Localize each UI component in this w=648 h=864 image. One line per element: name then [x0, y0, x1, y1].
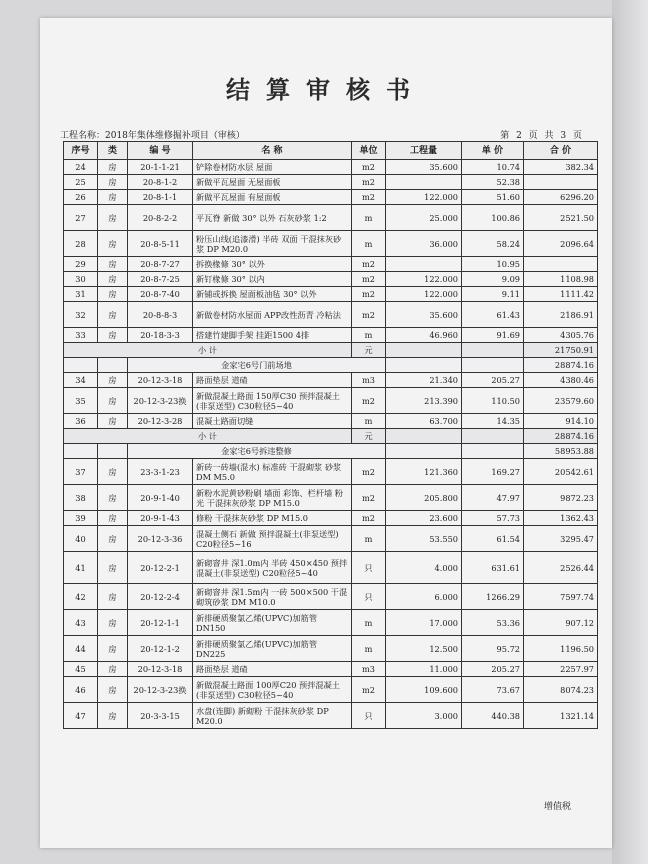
- row-quantity: 3.000: [386, 703, 462, 729]
- row-category: 房: [98, 160, 128, 175]
- subtotal-total: 21750.91: [524, 343, 598, 358]
- row-name: 混凝土路面切缝: [193, 414, 352, 429]
- project-name: 工程名称：2018年集体维修掘补项目（审核）: [60, 131, 245, 141]
- footer-note: 增值税: [544, 802, 572, 812]
- row-no: 35: [64, 388, 98, 414]
- section-row: [64, 358, 598, 373]
- row-no: 39: [64, 511, 98, 526]
- row-no: 41: [64, 552, 98, 584]
- row-unit-price: 110.50: [462, 388, 524, 414]
- row-code: 20-8-7-40: [128, 287, 193, 302]
- row-code: 23-3-1-23: [128, 459, 193, 485]
- row-category: 房: [98, 610, 128, 636]
- row-unit: 只: [352, 552, 386, 584]
- row-code: 20-9-1-43: [128, 511, 193, 526]
- row-code: 20-8-7-25: [128, 272, 193, 287]
- row-quantity: 35.600: [386, 160, 462, 175]
- row-quantity: 121.360: [386, 459, 462, 485]
- subtotal-row: [64, 343, 598, 358]
- row-name: 铲除卷材防水层 屋面: [193, 160, 352, 175]
- row-total: [524, 257, 598, 272]
- row-name: 新排硬质聚氯乙烯(UPVC)加筋管 DN150: [193, 610, 352, 636]
- table-row: [64, 459, 598, 485]
- row-name: 新钉椽條 30° 以内: [193, 272, 352, 287]
- row-code: 20-12-3-36: [128, 526, 193, 552]
- row-unit: m: [352, 231, 386, 257]
- subtotal-unit: 元: [352, 429, 386, 444]
- row-no: 36: [64, 414, 98, 429]
- table-row: [64, 388, 598, 414]
- row-category: 房: [98, 636, 128, 662]
- row-code: 20-8-7-27: [128, 257, 193, 272]
- row-name: 拆换椽條 30° 以外: [193, 257, 352, 272]
- table-row: [64, 175, 598, 190]
- row-unit: m3: [352, 662, 386, 677]
- row-unit-price: 57.73: [462, 511, 524, 526]
- row-unit: m2: [352, 459, 386, 485]
- subtotal-empty-qty: [386, 343, 462, 358]
- section-empty-cat: [98, 358, 128, 373]
- table-row: [64, 677, 598, 703]
- row-no: 25: [64, 175, 98, 190]
- section-empty-qty: [386, 444, 462, 459]
- row-code: 20-8-1-2: [128, 175, 193, 190]
- row-unit-price: 100.86: [462, 205, 524, 231]
- row-code: 20-9-1-40: [128, 485, 193, 511]
- row-name: 新做平瓦屋面 有屋面板: [193, 190, 352, 205]
- row-code: 20-12-3-23换: [128, 677, 193, 703]
- row-unit: 只: [352, 703, 386, 729]
- row-unit: m2: [352, 287, 386, 302]
- row-quantity: 213.390: [386, 388, 462, 414]
- row-total: 1196.50: [524, 636, 598, 662]
- section-empty-price: [462, 358, 524, 373]
- row-quantity: 23.600: [386, 511, 462, 526]
- row-unit-price: 9.09: [462, 272, 524, 287]
- row-no: 27: [64, 205, 98, 231]
- row-quantity: 53.550: [386, 526, 462, 552]
- row-quantity: 109.600: [386, 677, 462, 703]
- row-no: 37: [64, 459, 98, 485]
- col-header-no: 序号: [64, 142, 98, 160]
- row-no: 47: [64, 703, 98, 729]
- row-no: 24: [64, 160, 98, 175]
- row-category: 房: [98, 257, 128, 272]
- row-unit: m2: [352, 160, 386, 175]
- subtotal-label: 小 计: [64, 343, 352, 358]
- row-total: 4305.76: [524, 328, 598, 343]
- section-empty-cat: [98, 444, 128, 459]
- row-category: 房: [98, 231, 128, 257]
- row-category: 房: [98, 373, 128, 388]
- row-quantity: 35.600: [386, 302, 462, 328]
- row-quantity: 205.800: [386, 485, 462, 511]
- row-name: 新做卷材防水屋面 APP改性沥青 冷粘法: [193, 302, 352, 328]
- row-name: 新做混凝土路面 100厚C20 预拌混凝土(非泵送型) C30粒径5~40: [193, 677, 352, 703]
- row-total: 6296.20: [524, 190, 598, 205]
- row-no: 28: [64, 231, 98, 257]
- row-no: 40: [64, 526, 98, 552]
- row-unit-price: 440.38: [462, 703, 524, 729]
- row-unit-price: 10.74: [462, 160, 524, 175]
- row-name: 粉压山线(追漆滑) 半砖 双面 干混抹灰砂浆 DP M20.0: [193, 231, 352, 257]
- section-title: 金家宅6号门前场地: [128, 358, 386, 373]
- row-unit-price: 73.67: [462, 677, 524, 703]
- subtotal-label: 小 计: [64, 429, 352, 444]
- table-row: [64, 328, 598, 343]
- row-category: 房: [98, 552, 128, 584]
- row-no: 32: [64, 302, 98, 328]
- table-row: [64, 373, 598, 388]
- row-no: 38: [64, 485, 98, 511]
- row-unit: 只: [352, 584, 386, 610]
- settlement-table: [63, 141, 598, 729]
- row-code: 20-12-1-1: [128, 610, 193, 636]
- table-row: [64, 584, 598, 610]
- row-unit-price: 631.61: [462, 552, 524, 584]
- row-quantity: 63.700: [386, 414, 462, 429]
- row-unit: m2: [352, 272, 386, 287]
- table-row: [64, 414, 598, 429]
- row-quantity: 122.000: [386, 287, 462, 302]
- row-no: 44: [64, 636, 98, 662]
- row-category: 房: [98, 414, 128, 429]
- table-row: [64, 205, 598, 231]
- row-category: 房: [98, 703, 128, 729]
- row-total: 1108.98: [524, 272, 598, 287]
- row-unit: m2: [352, 257, 386, 272]
- row-code: 20-12-2-1: [128, 552, 193, 584]
- row-code: 20-12-1-2: [128, 636, 193, 662]
- row-total: 2096.64: [524, 231, 598, 257]
- row-category: 房: [98, 388, 128, 414]
- row-unit: m: [352, 526, 386, 552]
- table-row: [64, 190, 598, 205]
- row-total: 23579.60: [524, 388, 598, 414]
- row-category: 房: [98, 302, 128, 328]
- row-name: 新做混凝土路面 150厚C30 预拌混凝土(非泵送型) C30粒径5~40: [193, 388, 352, 414]
- col-header-quantity: 工程量: [386, 142, 462, 160]
- row-quantity: 4.000: [386, 552, 462, 584]
- row-unit: m2: [352, 302, 386, 328]
- row-unit-price: 53.36: [462, 610, 524, 636]
- table-row: [64, 287, 598, 302]
- row-quantity: 122.000: [386, 190, 462, 205]
- row-quantity: 36.000: [386, 231, 462, 257]
- section-row: [64, 444, 598, 459]
- page-info: 第 2 页 共 3 页: [500, 131, 582, 141]
- row-unit: m2: [352, 485, 386, 511]
- row-quantity: 21.340: [386, 373, 462, 388]
- subtotal-empty-qty: [386, 429, 462, 444]
- row-category: 房: [98, 526, 128, 552]
- row-category: 房: [98, 287, 128, 302]
- row-total: 20542.61: [524, 459, 598, 485]
- row-category: 房: [98, 677, 128, 703]
- page-shadow: [612, 0, 648, 864]
- document-page: [40, 18, 612, 848]
- row-quantity: 12.500: [386, 636, 462, 662]
- row-quantity: [386, 175, 462, 190]
- row-category: 房: [98, 662, 128, 677]
- row-total: 7597.74: [524, 584, 598, 610]
- table-row: [64, 485, 598, 511]
- row-quantity: [386, 257, 462, 272]
- row-category: 房: [98, 459, 128, 485]
- row-code: 20-12-3-28: [128, 414, 193, 429]
- table-row: [64, 526, 598, 552]
- row-category: 房: [98, 328, 128, 343]
- section-empty-price: [462, 444, 524, 459]
- document-title: 结算审核书: [226, 75, 426, 104]
- row-name: 水盘(连脚) 新砌粉 干混抹灰砂浆 DP M20.0: [193, 703, 352, 729]
- row-total: 1362.43: [524, 511, 598, 526]
- col-header-code: 编 号: [128, 142, 193, 160]
- subtotal-empty-price: [462, 429, 524, 444]
- row-quantity: 122.000: [386, 272, 462, 287]
- row-no: 46: [64, 677, 98, 703]
- section-empty-qty: [386, 358, 462, 373]
- row-name: 新砌窨井 深1.0m内 半砖 450×450 预拌混凝土(非泵送型) C20粒径5~40: [193, 552, 352, 584]
- table-row: [64, 703, 598, 729]
- col-header-category: 类: [98, 142, 128, 160]
- row-name: 新做平瓦屋面 无屋面板: [193, 175, 352, 190]
- section-total: 58953.88: [524, 444, 598, 459]
- row-total: 3295.47: [524, 526, 598, 552]
- row-code: 20-8-8-3: [128, 302, 193, 328]
- row-name: 路面垫层 道碴: [193, 373, 352, 388]
- table-row: [64, 662, 598, 677]
- table-row: [64, 231, 598, 257]
- row-name: 新排硬质聚氯乙烯(UPVC)加筋管 DN225: [193, 636, 352, 662]
- section-empty-no: [64, 444, 98, 459]
- row-unit: m: [352, 610, 386, 636]
- row-unit-price: 10.95: [462, 257, 524, 272]
- row-code: 20-12-3-18: [128, 662, 193, 677]
- row-total: 907.12: [524, 610, 598, 636]
- row-no: 30: [64, 272, 98, 287]
- row-total: 2257.97: [524, 662, 598, 677]
- row-unit-price: 169.27: [462, 459, 524, 485]
- row-quantity: 25.000: [386, 205, 462, 231]
- row-total: 4380.46: [524, 373, 598, 388]
- row-quantity: 11.000: [386, 662, 462, 677]
- section-empty-no: [64, 358, 98, 373]
- row-category: 房: [98, 272, 128, 287]
- row-code: 20-8-2-2: [128, 205, 193, 231]
- row-quantity: 17.000: [386, 610, 462, 636]
- row-unit-price: 91.69: [462, 328, 524, 343]
- row-name: 路面垫层 道碴: [193, 662, 352, 677]
- subtotal-empty-price: [462, 343, 524, 358]
- row-unit-price: 205.27: [462, 662, 524, 677]
- row-name: 新粉水泥黄砂粉刷 墙面 彩饰、栏杆墙 粉光 干混抹灰砂浆 DP M15.0: [193, 485, 352, 511]
- row-unit-price: 95.72: [462, 636, 524, 662]
- row-quantity: 46.960: [386, 328, 462, 343]
- row-total: 2521.50: [524, 205, 598, 231]
- col-header-unit: 单位: [352, 142, 386, 160]
- row-no: 29: [64, 257, 98, 272]
- row-code: 20-18-3-3: [128, 328, 193, 343]
- row-code: 20-8-5-11: [128, 231, 193, 257]
- row-name: 修粉 干混抹灰砂浆 DP M15.0: [193, 511, 352, 526]
- row-name: 新砖一砖墙(混水) 标准砖 干混砌浆 砂浆 DM M5.0: [193, 459, 352, 485]
- table-row: [64, 257, 598, 272]
- row-category: 房: [98, 190, 128, 205]
- row-total: 8074.23: [524, 677, 598, 703]
- row-unit: m: [352, 328, 386, 343]
- row-no: 43: [64, 610, 98, 636]
- row-code: 20-1-1-21: [128, 160, 193, 175]
- row-unit: m2: [352, 190, 386, 205]
- settlement-table-wrap: [63, 141, 597, 729]
- row-name: 新砌窨井 深1.5m内 一砖 500×500 干混砌筑砂浆 DM M10.0: [193, 584, 352, 610]
- row-code: 20-3-3-15: [128, 703, 193, 729]
- row-unit-price: 61.54: [462, 526, 524, 552]
- section-title: 金家宅6号拆违整修: [128, 444, 386, 459]
- row-unit: m2: [352, 388, 386, 414]
- row-unit-price: 47.97: [462, 485, 524, 511]
- row-name: 混凝土侧石 新做 预拌混凝土(非泵送型) C20粒径5~16: [193, 526, 352, 552]
- row-no: 26: [64, 190, 98, 205]
- table-row: [64, 302, 598, 328]
- row-unit-price: 58.24: [462, 231, 524, 257]
- row-category: 房: [98, 511, 128, 526]
- row-category: 房: [98, 205, 128, 231]
- row-total: 382.34: [524, 160, 598, 175]
- col-header-total: 合 价: [524, 142, 598, 160]
- row-total: 9872.23: [524, 485, 598, 511]
- subtotal-total: 28874.16: [524, 429, 598, 444]
- row-category: 房: [98, 485, 128, 511]
- col-header-unit-price: 单 价: [462, 142, 524, 160]
- row-total: [524, 175, 598, 190]
- row-no: 45: [64, 662, 98, 677]
- row-unit-price: 61.43: [462, 302, 524, 328]
- row-no: 33: [64, 328, 98, 343]
- row-unit-price: 52.38: [462, 175, 524, 190]
- row-no: 31: [64, 287, 98, 302]
- row-unit-price: 9.11: [462, 287, 524, 302]
- table-row: [64, 636, 598, 662]
- row-no: 34: [64, 373, 98, 388]
- row-unit-price: 205.27: [462, 373, 524, 388]
- row-code: 20-12-3-23换: [128, 388, 193, 414]
- row-unit: m2: [352, 677, 386, 703]
- row-unit: m: [352, 414, 386, 429]
- table-body: [64, 160, 598, 729]
- row-quantity: 6.000: [386, 584, 462, 610]
- row-unit: m: [352, 636, 386, 662]
- row-unit: m2: [352, 175, 386, 190]
- row-code: 20-8-1-1: [128, 190, 193, 205]
- section-total: 28874.16: [524, 358, 598, 373]
- subtotal-row: [64, 429, 598, 444]
- table-header: [64, 142, 598, 160]
- row-code: 20-12-3-18: [128, 373, 193, 388]
- row-name: 平瓦脊 新做 30° 以外 石灰砂浆 1:2: [193, 205, 352, 231]
- table-row: [64, 160, 598, 175]
- row-name: 搭建竹建脚手架 挂距1500 4排: [193, 328, 352, 343]
- row-unit: m2: [352, 511, 386, 526]
- subtotal-unit: 元: [352, 343, 386, 358]
- table-row: [64, 511, 598, 526]
- row-unit-price: 1266.29: [462, 584, 524, 610]
- row-total: 914.10: [524, 414, 598, 429]
- row-total: 2186.91: [524, 302, 598, 328]
- table-row: [64, 610, 598, 636]
- table-row: [64, 272, 598, 287]
- row-total: 1321.14: [524, 703, 598, 729]
- row-unit-price: 51.60: [462, 190, 524, 205]
- row-name: 新铺或拆换 屋面板油毡 30° 以外: [193, 287, 352, 302]
- row-category: 房: [98, 175, 128, 190]
- row-total: 1111.42: [524, 287, 598, 302]
- row-unit-price: 14.35: [462, 414, 524, 429]
- row-category: 房: [98, 584, 128, 610]
- col-header-name: 名 称: [193, 142, 352, 160]
- row-code: 20-12-2-4: [128, 584, 193, 610]
- row-total: 2526.44: [524, 552, 598, 584]
- row-no: 42: [64, 584, 98, 610]
- row-unit: m: [352, 205, 386, 231]
- table-row: [64, 552, 598, 584]
- row-unit: m3: [352, 373, 386, 388]
